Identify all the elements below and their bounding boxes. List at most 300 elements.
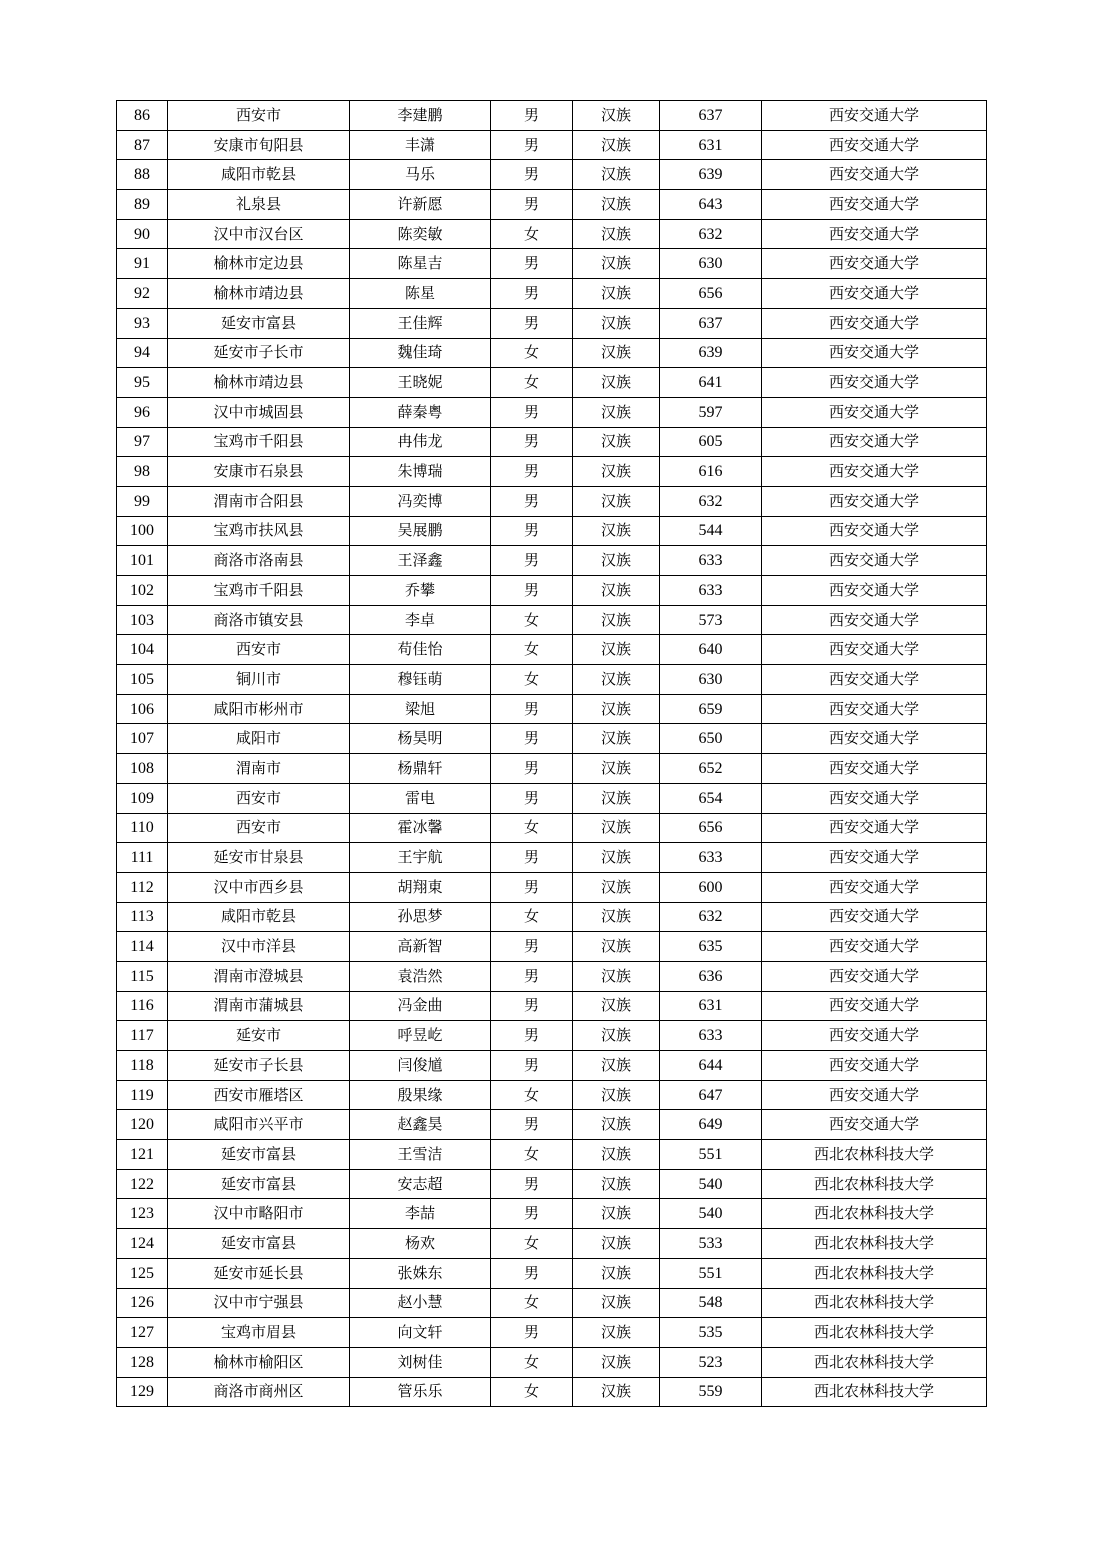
gender-cell: 男 <box>491 872 573 902</box>
row-number-cell: 106 <box>117 694 168 724</box>
university-cell: 西安交通大学 <box>762 516 987 546</box>
score-cell: 533 <box>660 1229 762 1259</box>
ethnicity-cell: 汉族 <box>573 1080 660 1110</box>
row-number-cell: 120 <box>117 1110 168 1140</box>
table-row <box>117 1080 987 1110</box>
name-cell: 杨昊明 <box>350 724 491 754</box>
gender-cell: 女 <box>491 1140 573 1170</box>
name-cell: 朱博瑞 <box>350 457 491 487</box>
row-number-cell: 107 <box>117 724 168 754</box>
gender-cell: 女 <box>491 635 573 665</box>
row-number-cell: 87 <box>117 130 168 160</box>
gender-cell: 男 <box>491 457 573 487</box>
university-cell: 西安交通大学 <box>762 694 987 724</box>
region-cell: 西安市雁塔区 <box>168 1080 350 1110</box>
row-number-cell: 86 <box>117 101 168 131</box>
university-cell: 西安交通大学 <box>762 190 987 220</box>
table-row <box>117 486 987 516</box>
region-cell: 汉中市汉台区 <box>168 219 350 249</box>
region-cell: 铜川市 <box>168 665 350 695</box>
gender-cell: 男 <box>491 516 573 546</box>
score-cell: 631 <box>660 991 762 1021</box>
name-cell: 魏佳琦 <box>350 338 491 368</box>
region-cell: 渭南市合阳县 <box>168 486 350 516</box>
roster-body <box>117 101 987 1407</box>
gender-cell: 男 <box>491 1110 573 1140</box>
university-cell: 西北农林科技大学 <box>762 1288 987 1318</box>
name-cell: 王佳辉 <box>350 308 491 338</box>
table-row <box>117 546 987 576</box>
ethnicity-cell: 汉族 <box>573 783 660 813</box>
score-cell: 559 <box>660 1377 762 1407</box>
table-row <box>117 872 987 902</box>
region-cell: 商洛市镇安县 <box>168 605 350 635</box>
region-cell: 宝鸡市扶风县 <box>168 516 350 546</box>
ethnicity-cell: 汉族 <box>573 1051 660 1081</box>
name-cell: 杨鼎轩 <box>350 754 491 784</box>
gender-cell: 男 <box>491 101 573 131</box>
score-cell: 640 <box>660 635 762 665</box>
name-cell: 王泽鑫 <box>350 546 491 576</box>
score-cell: 656 <box>660 813 762 843</box>
table-row <box>117 279 987 309</box>
gender-cell: 女 <box>491 368 573 398</box>
table-row <box>117 190 987 220</box>
name-cell: 陈星 <box>350 279 491 309</box>
score-cell: 544 <box>660 516 762 546</box>
table-row <box>117 101 987 131</box>
university-cell: 西安交通大学 <box>762 338 987 368</box>
ethnicity-cell: 汉族 <box>573 160 660 190</box>
row-number-cell: 96 <box>117 397 168 427</box>
university-cell: 西安交通大学 <box>762 783 987 813</box>
region-cell: 礼泉县 <box>168 190 350 220</box>
region-cell: 延安市富县 <box>168 308 350 338</box>
university-cell: 西安交通大学 <box>762 754 987 784</box>
ethnicity-cell: 汉族 <box>573 1229 660 1259</box>
name-cell: 闫俊馗 <box>350 1051 491 1081</box>
gender-cell: 男 <box>491 783 573 813</box>
table-row <box>117 308 987 338</box>
score-cell: 637 <box>660 308 762 338</box>
row-number-cell: 105 <box>117 665 168 695</box>
name-cell: 李建鹏 <box>350 101 491 131</box>
university-cell: 西安交通大学 <box>762 368 987 398</box>
table-row <box>117 694 987 724</box>
name-cell: 袁浩然 <box>350 961 491 991</box>
row-number-cell: 109 <box>117 783 168 813</box>
region-cell: 渭南市 <box>168 754 350 784</box>
table-row <box>117 1110 987 1140</box>
table-row <box>117 427 987 457</box>
table-row <box>117 605 987 635</box>
score-cell: 632 <box>660 486 762 516</box>
gender-cell: 男 <box>491 1169 573 1199</box>
region-cell: 渭南市澄城县 <box>168 961 350 991</box>
table-row <box>117 249 987 279</box>
row-number-cell: 108 <box>117 754 168 784</box>
row-number-cell: 111 <box>117 843 168 873</box>
gender-cell: 男 <box>491 1318 573 1348</box>
score-cell: 659 <box>660 694 762 724</box>
score-cell: 636 <box>660 961 762 991</box>
score-cell: 616 <box>660 457 762 487</box>
row-number-cell: 95 <box>117 368 168 398</box>
ethnicity-cell: 汉族 <box>573 872 660 902</box>
gender-cell: 男 <box>491 1199 573 1229</box>
university-cell: 西安交通大学 <box>762 279 987 309</box>
score-cell: 600 <box>660 872 762 902</box>
university-cell: 西安交通大学 <box>762 101 987 131</box>
university-cell: 西北农林科技大学 <box>762 1258 987 1288</box>
score-cell: 654 <box>660 783 762 813</box>
score-cell: 644 <box>660 1051 762 1081</box>
ethnicity-cell: 汉族 <box>573 427 660 457</box>
ethnicity-cell: 汉族 <box>573 932 660 962</box>
row-number-cell: 91 <box>117 249 168 279</box>
ethnicity-cell: 汉族 <box>573 101 660 131</box>
name-cell: 薛秦粤 <box>350 397 491 427</box>
table-row <box>117 1199 987 1229</box>
ethnicity-cell: 汉族 <box>573 1199 660 1229</box>
row-number-cell: 89 <box>117 190 168 220</box>
region-cell: 渭南市蒲城县 <box>168 991 350 1021</box>
row-number-cell: 121 <box>117 1140 168 1170</box>
university-cell: 西北农林科技大学 <box>762 1377 987 1407</box>
table-row <box>117 843 987 873</box>
region-cell: 榆林市榆阳区 <box>168 1347 350 1377</box>
university-cell: 西安交通大学 <box>762 991 987 1021</box>
name-cell: 陈奕敏 <box>350 219 491 249</box>
region-cell: 宝鸡市千阳县 <box>168 576 350 606</box>
ethnicity-cell: 汉族 <box>573 902 660 932</box>
row-number-cell: 110 <box>117 813 168 843</box>
name-cell: 冯金曲 <box>350 991 491 1021</box>
gender-cell: 女 <box>491 605 573 635</box>
name-cell: 乔攀 <box>350 576 491 606</box>
gender-cell: 女 <box>491 1080 573 1110</box>
ethnicity-cell: 汉族 <box>573 991 660 1021</box>
score-cell: 652 <box>660 754 762 784</box>
region-cell: 延安市富县 <box>168 1229 350 1259</box>
university-cell: 西北农林科技大学 <box>762 1140 987 1170</box>
table-row <box>117 1258 987 1288</box>
ethnicity-cell: 汉族 <box>573 665 660 695</box>
university-cell: 西安交通大学 <box>762 961 987 991</box>
region-cell: 商洛市商州区 <box>168 1377 350 1407</box>
table-row <box>117 516 987 546</box>
region-cell: 咸阳市乾县 <box>168 902 350 932</box>
gender-cell: 男 <box>491 308 573 338</box>
table-row <box>117 1140 987 1170</box>
university-cell: 西安交通大学 <box>762 724 987 754</box>
region-cell: 汉中市宁强县 <box>168 1288 350 1318</box>
gender-cell: 男 <box>491 249 573 279</box>
region-cell: 西安市 <box>168 101 350 131</box>
ethnicity-cell: 汉族 <box>573 1169 660 1199</box>
region-cell: 延安市甘泉县 <box>168 843 350 873</box>
row-number-cell: 101 <box>117 546 168 576</box>
student-roster-table <box>116 100 987 1407</box>
gender-cell: 女 <box>491 813 573 843</box>
ethnicity-cell: 汉族 <box>573 1288 660 1318</box>
score-cell: 637 <box>660 101 762 131</box>
name-cell: 安志超 <box>350 1169 491 1199</box>
region-cell: 延安市子长县 <box>168 1051 350 1081</box>
region-cell: 延安市 <box>168 1021 350 1051</box>
table-row <box>117 635 987 665</box>
university-cell: 西安交通大学 <box>762 1080 987 1110</box>
name-cell: 孙思梦 <box>350 902 491 932</box>
name-cell: 冉伟龙 <box>350 427 491 457</box>
score-cell: 548 <box>660 1288 762 1318</box>
score-cell: 523 <box>660 1347 762 1377</box>
region-cell: 汉中市略阳市 <box>168 1199 350 1229</box>
ethnicity-cell: 汉族 <box>573 961 660 991</box>
region-cell: 咸阳市彬州市 <box>168 694 350 724</box>
university-cell: 西安交通大学 <box>762 813 987 843</box>
table-row <box>117 932 987 962</box>
gender-cell: 男 <box>491 1258 573 1288</box>
name-cell: 刘树佳 <box>350 1347 491 1377</box>
score-cell: 641 <box>660 368 762 398</box>
score-cell: 647 <box>660 1080 762 1110</box>
gender-cell: 男 <box>491 160 573 190</box>
region-cell: 汉中市洋县 <box>168 932 350 962</box>
score-cell: 633 <box>660 1021 762 1051</box>
name-cell: 穆钰萌 <box>350 665 491 695</box>
name-cell: 冯奕博 <box>350 486 491 516</box>
row-number-cell: 114 <box>117 932 168 962</box>
score-cell: 632 <box>660 219 762 249</box>
row-number-cell: 102 <box>117 576 168 606</box>
ethnicity-cell: 汉族 <box>573 219 660 249</box>
gender-cell: 男 <box>491 991 573 1021</box>
score-cell: 630 <box>660 665 762 695</box>
university-cell: 西北农林科技大学 <box>762 1347 987 1377</box>
university-cell: 西安交通大学 <box>762 160 987 190</box>
table-row <box>117 724 987 754</box>
university-cell: 西安交通大学 <box>762 1021 987 1051</box>
name-cell: 吴展鹏 <box>350 516 491 546</box>
table-row <box>117 991 987 1021</box>
university-cell: 西安交通大学 <box>762 219 987 249</box>
ethnicity-cell: 汉族 <box>573 813 660 843</box>
ethnicity-cell: 汉族 <box>573 308 660 338</box>
university-cell: 西安交通大学 <box>762 902 987 932</box>
score-cell: 631 <box>660 130 762 160</box>
gender-cell: 男 <box>491 546 573 576</box>
ethnicity-cell: 汉族 <box>573 279 660 309</box>
university-cell: 西安交通大学 <box>762 130 987 160</box>
gender-cell: 男 <box>491 1051 573 1081</box>
region-cell: 咸阳市兴平市 <box>168 1110 350 1140</box>
table-row <box>117 1229 987 1259</box>
name-cell: 王宇航 <box>350 843 491 873</box>
region-cell: 西安市 <box>168 813 350 843</box>
row-number-cell: 100 <box>117 516 168 546</box>
ethnicity-cell: 汉族 <box>573 1347 660 1377</box>
table-row <box>117 338 987 368</box>
table-row <box>117 902 987 932</box>
gender-cell: 男 <box>491 576 573 606</box>
table-row <box>117 754 987 784</box>
region-cell: 宝鸡市眉县 <box>168 1318 350 1348</box>
score-cell: 540 <box>660 1169 762 1199</box>
university-cell: 西安交通大学 <box>762 457 987 487</box>
table-row <box>117 813 987 843</box>
university-cell: 西北农林科技大学 <box>762 1169 987 1199</box>
table-row <box>117 1377 987 1407</box>
row-number-cell: 99 <box>117 486 168 516</box>
table-row <box>117 160 987 190</box>
university-cell: 西北农林科技大学 <box>762 1229 987 1259</box>
gender-cell: 男 <box>491 961 573 991</box>
table-row <box>117 1318 987 1348</box>
score-cell: 630 <box>660 249 762 279</box>
gender-cell: 男 <box>491 279 573 309</box>
ethnicity-cell: 汉族 <box>573 635 660 665</box>
ethnicity-cell: 汉族 <box>573 397 660 427</box>
table-row <box>117 1051 987 1081</box>
table-row <box>117 397 987 427</box>
name-cell: 向文轩 <box>350 1318 491 1348</box>
row-number-cell: 118 <box>117 1051 168 1081</box>
row-number-cell: 122 <box>117 1169 168 1199</box>
gender-cell: 男 <box>491 190 573 220</box>
gender-cell: 女 <box>491 1229 573 1259</box>
score-cell: 649 <box>660 1110 762 1140</box>
score-cell: 643 <box>660 190 762 220</box>
region-cell: 安康市旬阳县 <box>168 130 350 160</box>
score-cell: 632 <box>660 902 762 932</box>
name-cell: 殷果缘 <box>350 1080 491 1110</box>
table-row <box>117 576 987 606</box>
score-cell: 650 <box>660 724 762 754</box>
university-cell: 西安交通大学 <box>762 427 987 457</box>
row-number-cell: 119 <box>117 1080 168 1110</box>
row-number-cell: 94 <box>117 338 168 368</box>
gender-cell: 女 <box>491 1288 573 1318</box>
gender-cell: 女 <box>491 338 573 368</box>
region-cell: 榆林市定边县 <box>168 249 350 279</box>
name-cell: 胡翔東 <box>350 872 491 902</box>
ethnicity-cell: 汉族 <box>573 249 660 279</box>
ethnicity-cell: 汉族 <box>573 724 660 754</box>
gender-cell: 男 <box>491 724 573 754</box>
gender-cell: 男 <box>491 694 573 724</box>
region-cell: 咸阳市乾县 <box>168 160 350 190</box>
ethnicity-cell: 汉族 <box>573 1021 660 1051</box>
row-number-cell: 98 <box>117 457 168 487</box>
name-cell: 呼昱屹 <box>350 1021 491 1051</box>
ethnicity-cell: 汉族 <box>573 338 660 368</box>
table-row <box>117 219 987 249</box>
name-cell: 管乐乐 <box>350 1377 491 1407</box>
ethnicity-cell: 汉族 <box>573 457 660 487</box>
row-number-cell: 126 <box>117 1288 168 1318</box>
region-cell: 咸阳市 <box>168 724 350 754</box>
ethnicity-cell: 汉族 <box>573 694 660 724</box>
university-cell: 西安交通大学 <box>762 576 987 606</box>
score-cell: 597 <box>660 397 762 427</box>
ethnicity-cell: 汉族 <box>573 1110 660 1140</box>
row-number-cell: 113 <box>117 902 168 932</box>
score-cell: 633 <box>660 546 762 576</box>
ethnicity-cell: 汉族 <box>573 754 660 784</box>
table-row <box>117 457 987 487</box>
row-number-cell: 117 <box>117 1021 168 1051</box>
ethnicity-cell: 汉族 <box>573 1318 660 1348</box>
region-cell: 延安市延长县 <box>168 1258 350 1288</box>
name-cell: 赵鑫昊 <box>350 1110 491 1140</box>
row-number-cell: 104 <box>117 635 168 665</box>
row-number-cell: 129 <box>117 1377 168 1407</box>
ethnicity-cell: 汉族 <box>573 546 660 576</box>
score-cell: 605 <box>660 427 762 457</box>
name-cell: 苟佳怡 <box>350 635 491 665</box>
region-cell: 延安市富县 <box>168 1169 350 1199</box>
row-number-cell: 112 <box>117 872 168 902</box>
row-number-cell: 127 <box>117 1318 168 1348</box>
name-cell: 霍冰馨 <box>350 813 491 843</box>
gender-cell: 男 <box>491 486 573 516</box>
university-cell: 西安交通大学 <box>762 249 987 279</box>
row-number-cell: 116 <box>117 991 168 1021</box>
row-number-cell: 90 <box>117 219 168 249</box>
name-cell: 赵小慧 <box>350 1288 491 1318</box>
ethnicity-cell: 汉族 <box>573 516 660 546</box>
score-cell: 639 <box>660 160 762 190</box>
university-cell: 西安交通大学 <box>762 1110 987 1140</box>
ethnicity-cell: 汉族 <box>573 1258 660 1288</box>
ethnicity-cell: 汉族 <box>573 486 660 516</box>
score-cell: 573 <box>660 605 762 635</box>
university-cell: 西安交通大学 <box>762 872 987 902</box>
gender-cell: 男 <box>491 130 573 160</box>
region-cell: 安康市石泉县 <box>168 457 350 487</box>
ethnicity-cell: 汉族 <box>573 1140 660 1170</box>
region-cell: 榆林市靖边县 <box>168 279 350 309</box>
score-cell: 635 <box>660 932 762 962</box>
score-cell: 656 <box>660 279 762 309</box>
gender-cell: 女 <box>491 902 573 932</box>
name-cell: 王雪洁 <box>350 1140 491 1170</box>
ethnicity-cell: 汉族 <box>573 190 660 220</box>
region-cell: 延安市富县 <box>168 1140 350 1170</box>
name-cell: 杨欢 <box>350 1229 491 1259</box>
name-cell: 马乐 <box>350 160 491 190</box>
university-cell: 西安交通大学 <box>762 486 987 516</box>
score-cell: 639 <box>660 338 762 368</box>
region-cell: 延安市子长市 <box>168 338 350 368</box>
gender-cell: 女 <box>491 219 573 249</box>
name-cell: 王晓妮 <box>350 368 491 398</box>
university-cell: 西安交通大学 <box>762 546 987 576</box>
score-cell: 633 <box>660 843 762 873</box>
university-cell: 西安交通大学 <box>762 635 987 665</box>
row-number-cell: 128 <box>117 1347 168 1377</box>
row-number-cell: 123 <box>117 1199 168 1229</box>
table-row <box>117 665 987 695</box>
score-cell: 633 <box>660 576 762 606</box>
gender-cell: 女 <box>491 1377 573 1407</box>
region-cell: 汉中市西乡县 <box>168 872 350 902</box>
score-cell: 540 <box>660 1199 762 1229</box>
name-cell: 陈星吉 <box>350 249 491 279</box>
name-cell: 梁旭 <box>350 694 491 724</box>
name-cell: 高新智 <box>350 932 491 962</box>
